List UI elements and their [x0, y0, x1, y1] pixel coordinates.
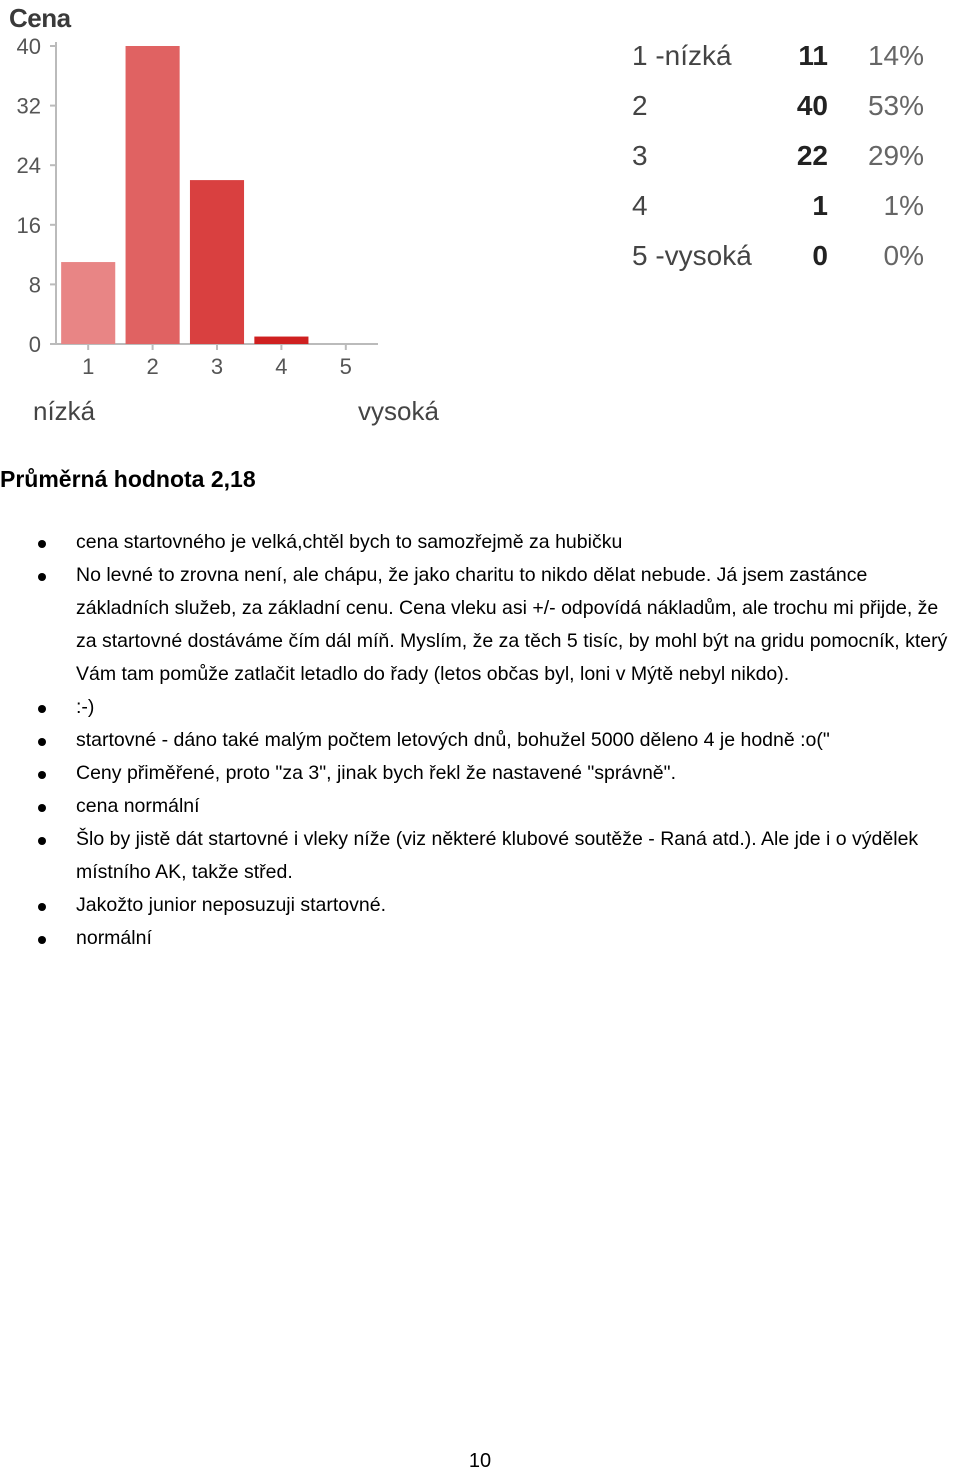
summary-percent: 14% — [867, 40, 924, 71]
bar — [254, 337, 308, 344]
summary-row — [632, 240, 932, 280]
summary-count: 1 — [812, 190, 828, 221]
summary-label: 4 — [632, 190, 648, 221]
summary-row — [632, 140, 932, 180]
bar-chart-svg — [0, 0, 460, 440]
comment-list — [0, 526, 960, 955]
list-item — [0, 889, 960, 922]
summary-row — [632, 90, 932, 130]
x-label-high: vysoká — [358, 396, 439, 426]
bar — [126, 46, 180, 344]
comment-text: Ceny přiměřené, proto "za 3", jinak bych řekl že nastavené "správně". — [76, 762, 676, 784]
x-tick-label: 5 — [339, 354, 352, 379]
summary-label: 2 — [632, 90, 648, 121]
summary-label: 1 -nízká — [632, 40, 732, 71]
x-tick-label: 3 — [210, 354, 224, 379]
chart-title: Cena — [9, 3, 71, 33]
comment-text: startovné - dáno také malým počtem letových dnů, bohužel 5000 děleno 4 je hodně :o(" — [76, 729, 830, 751]
y-tick-label: 32 — [16, 93, 41, 119]
comment-text: cena normální — [76, 795, 200, 817]
bar — [61, 262, 115, 344]
x-tick-label: 2 — [146, 354, 159, 379]
bullet-icon — [38, 936, 46, 944]
y-tick-label: 16 — [16, 212, 41, 238]
bullet-icon — [38, 771, 46, 779]
bullet-icon — [38, 540, 46, 548]
y-tick-label: 24 — [16, 153, 41, 179]
x-label-low: nízká — [33, 396, 96, 426]
list-item — [0, 790, 960, 823]
list-item — [0, 922, 960, 955]
summary-percent: 29% — [867, 140, 924, 171]
comment-text: normální — [76, 927, 152, 949]
comment-text: Šlo by jistě dát startovné i vleky níže (viz některé klubové soutěže - Raná atd.). Ale jde i o výdělek místního AK, takže střed. — [76, 828, 919, 883]
comment-text: No levné to zrovna není, ale chápu, že jako charitu to nikdo dělat nebude. Já jsem zastánce základních služeb, za základní cenu. Cena vleku asi +/- odpovídá nákladům, ale trochu mi přijde, že za startovné dostáváme čím dál míň. Myslím, že za těch 5 tisíc, by mohl být na gridu pomocník, který Vám tam pomůže zatlačit letadlo do řady (letos občas byl, loni v Mýtě nebyl nikdo). — [76, 564, 948, 685]
comment-text: Jakožto junior neposuzuji startovné. — [76, 894, 387, 916]
summary-label: 5 -vysoká — [632, 240, 752, 271]
summary-row — [632, 40, 932, 80]
summary-row — [632, 190, 932, 230]
average-heading: Průměrná hodnota 2,18 — [0, 466, 256, 492]
x-tick-label: 4 — [275, 354, 288, 379]
page-number: 10 — [468, 1450, 492, 1472]
summary-count: 40 — [796, 90, 828, 121]
list-item — [0, 823, 960, 889]
summary-count: 22 — [796, 140, 828, 171]
summary-percent: 1% — [883, 190, 924, 221]
y-tick-label: 0 — [28, 332, 41, 357]
bar — [190, 180, 244, 344]
summary-percent: 0% — [883, 240, 924, 271]
bullet-icon — [38, 837, 46, 845]
summary-percent: 53% — [867, 90, 924, 121]
summary-label: 3 — [632, 140, 648, 171]
list-item — [0, 691, 960, 724]
summary-count: 11 — [798, 40, 828, 71]
bullet-icon — [38, 903, 46, 911]
bullet-icon — [38, 804, 46, 812]
x-tick-label: 1 — [82, 354, 95, 379]
y-tick-label: 8 — [28, 272, 41, 298]
bullet-icon — [38, 573, 46, 581]
bullet-icon — [38, 705, 46, 713]
list-item — [0, 559, 960, 691]
y-tick-label: 40 — [16, 34, 41, 59]
comment-text: :-) — [76, 696, 95, 718]
list-item — [0, 757, 960, 790]
list-item — [0, 724, 960, 757]
list-item — [0, 526, 960, 559]
summary-count: 0 — [812, 240, 828, 271]
bullet-icon — [38, 738, 46, 746]
comment-text: cena startovného je velká,chtěl bych to samozřejmě za hubičku — [76, 531, 623, 553]
